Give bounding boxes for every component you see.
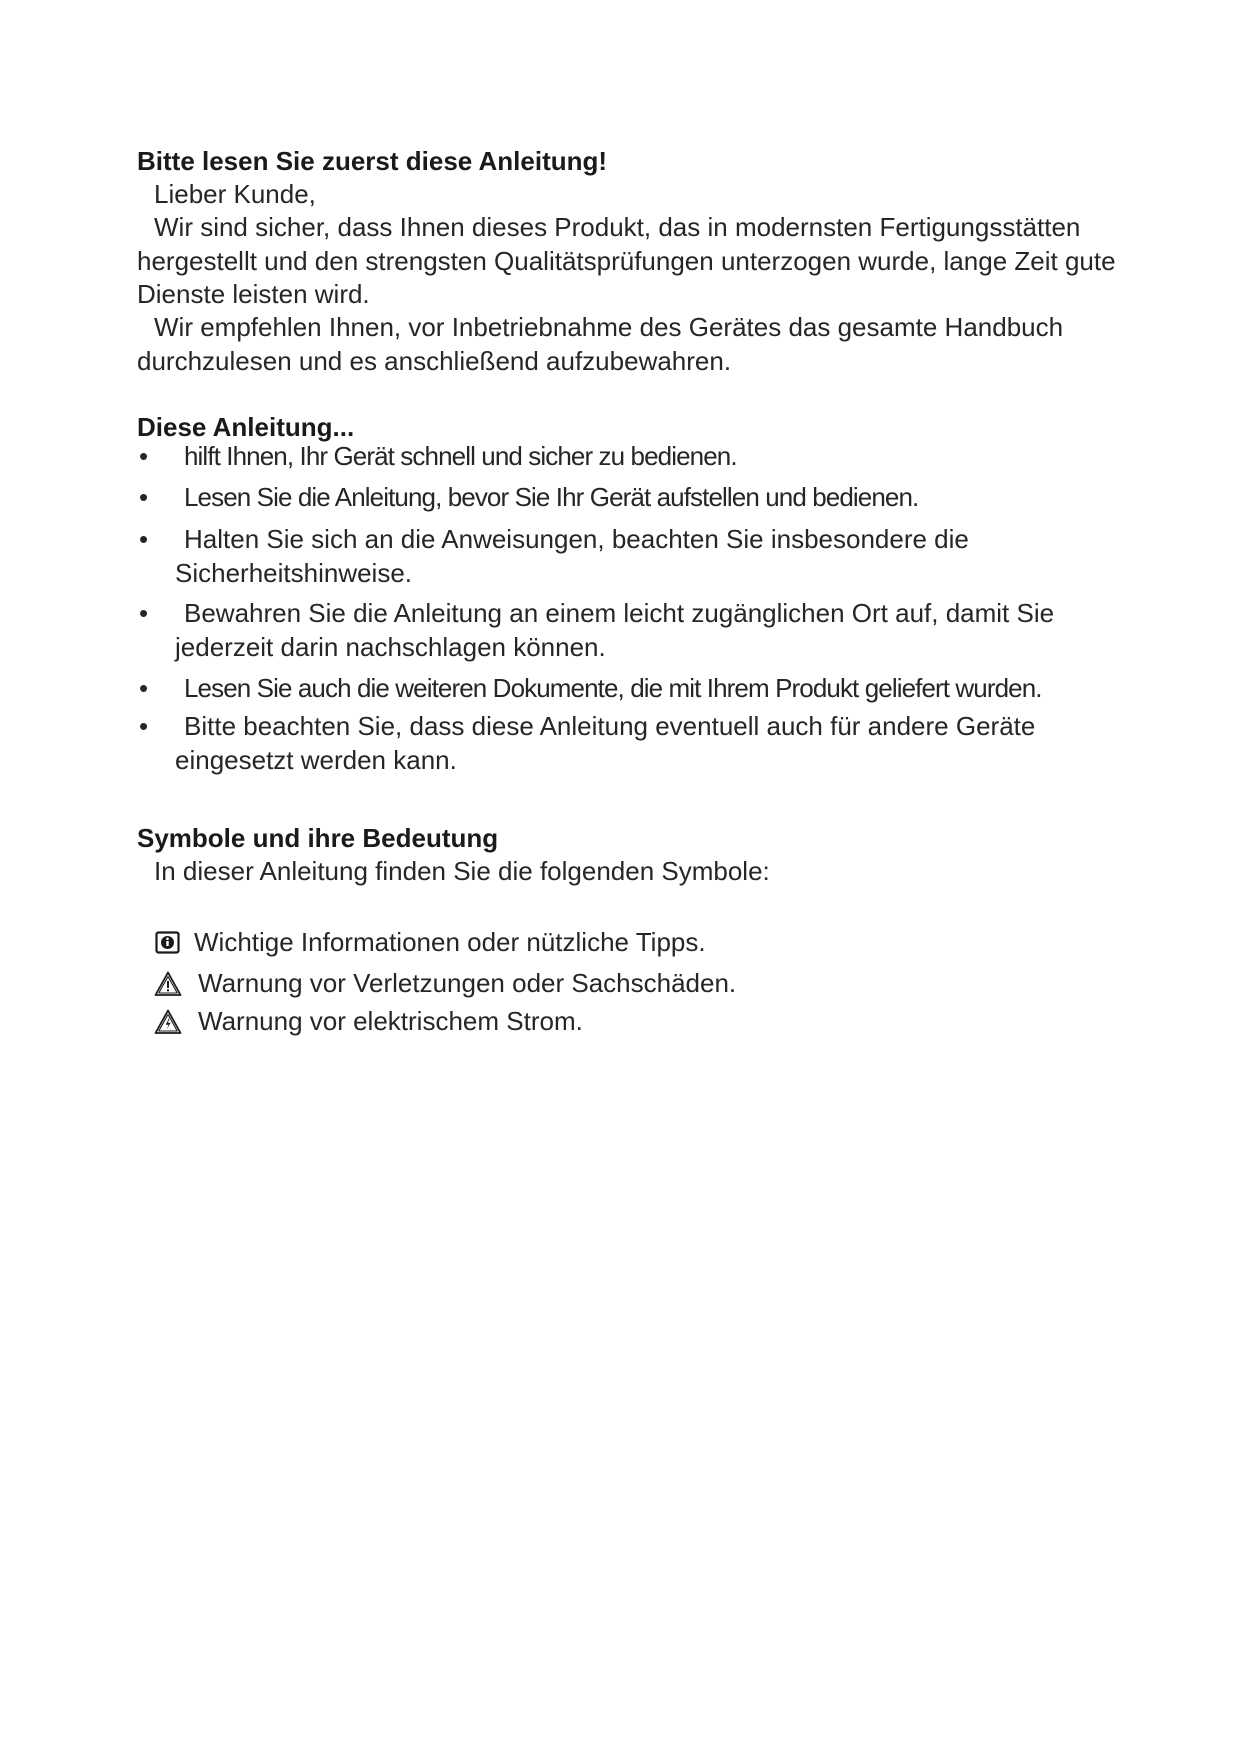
intro-paragraph-2 (137, 311, 1137, 378)
bullet-dot: • (139, 673, 149, 703)
symbol-label-warning: Warnung vor Verletzungen oder Sachschäden. (198, 968, 737, 998)
intro-heading: Bitte lesen Sie zuerst diese Anleitung! (137, 146, 608, 176)
list-item-text: hilft Ihnen, Ihr Gerät schnell und sicher zu bedienen. (184, 441, 737, 471)
symbols-heading: Symbole und ihre Bedeutung (137, 823, 499, 853)
list-item-text: Bewahren Sie die Anleitung an einem leicht zugänglichen Ort auf, damit Sie jederzeit darin nachschlagen können. (175, 598, 1055, 662)
list-item (137, 481, 1137, 515)
intro-paragraph-1-text: Wir sind sicher, dass Ihnen dieses Produkt, das in modernsten Fertigungsstätten hergestellt und den strengsten Qualitätsprüfungen unterzogen wurde, lange Zeit gute Dienste leisten wird. (137, 212, 1116, 309)
list-item (137, 597, 1110, 664)
bullet-dot: • (139, 524, 149, 554)
bullet-dot: • (139, 482, 149, 512)
symbol-label-info: Wichtige Informationen oder nützliche Tipps. (194, 927, 706, 957)
intro-paragraph-2-text: Wir empfehlen Ihnen, vor Inbetriebnahme des Gerätes das gesamte Handbuch durchzulesen und es anschließend aufzubewahren. (137, 312, 1064, 376)
salutation (137, 178, 1137, 212)
list-item-text: Halten Sie sich an die Anweisungen, beachten Sie insbesondere die Sicherheitshinweise. (175, 524, 969, 588)
list-item-text: Lesen Sie auch die weiteren Dokumente, die mit Ihrem Produkt geliefert wurden. (184, 673, 1042, 703)
list-item (137, 672, 1137, 706)
bullet-dot: • (139, 711, 149, 741)
warning-icon (154, 970, 182, 998)
bullet-dot: • (139, 598, 149, 628)
bullet-dot: • (139, 441, 149, 471)
salutation-text: Lieber Kunde, (154, 179, 316, 209)
list-item-text: Lesen Sie die Anleitung, bevor Sie Ihr Gerät aufstellen und bedienen. (184, 482, 919, 512)
symbol-label-electric: Warnung vor elektrischem Strom. (198, 1006, 583, 1036)
list-item (137, 440, 1137, 474)
electric-warning-icon (154, 1008, 182, 1036)
list-item (137, 710, 1105, 777)
info-icon (154, 929, 182, 957)
symbols-intro-text: In dieser Anleitung finden Sie die folgenden Symbole: (154, 856, 770, 886)
intro-paragraph-1 (137, 211, 1137, 312)
list-item (137, 523, 1060, 590)
manual-heading: Diese Anleitung... (137, 412, 355, 442)
symbols-intro (137, 855, 1137, 889)
list-item-text: Bitte beachten Sie, dass diese Anleitung eventuell auch für andere Geräte eingesetzt werden kann. (175, 711, 1036, 775)
